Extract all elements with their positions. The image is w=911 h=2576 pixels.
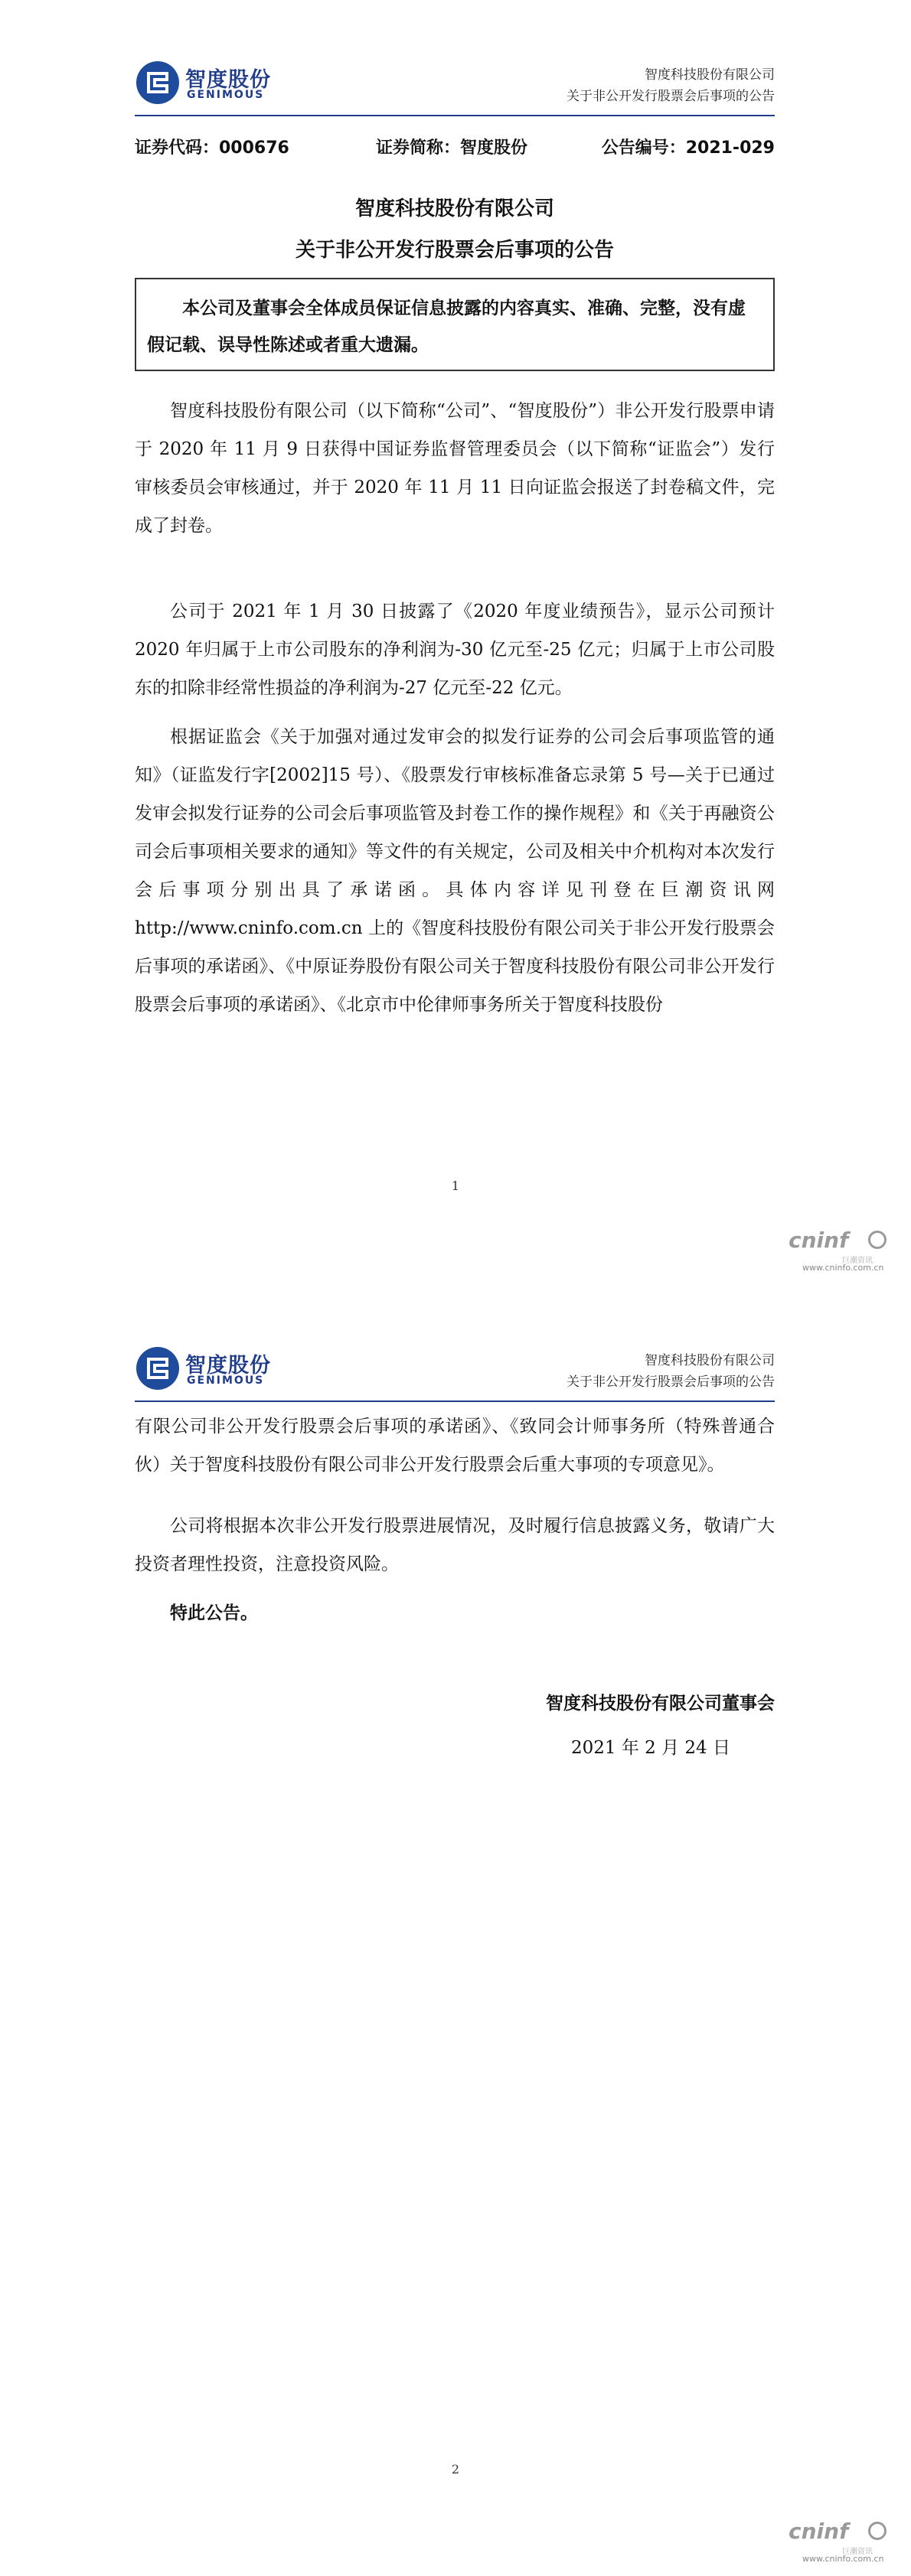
stock-code: 证券代码：000676 [135,139,289,158]
company-logo [136,61,289,106]
paragraph-3 [135,718,775,1024]
notice-number: 公告编号：2021-029 [601,139,775,158]
document-page-2 [0,1288,911,2576]
logo-mark-icon [136,61,179,104]
logo-mark-icon [136,1347,179,1390]
header-company: 智度科技股份有限公司 [645,67,775,83]
signature-date: 2021 年 2 月 24 日 [571,1738,730,1758]
header-right [567,64,775,107]
logo-en-text: GENIMOUS [187,1374,265,1387]
company-logo [136,1347,289,1391]
paragraph-4-text: 公司将根据本次非公开发行股票进展情况，及时履行信息披露义务，敬请广大投资者理性投资，注意投资风险。 [135,1516,775,1574]
page-number-2: 2 [451,2462,460,2477]
disclosure-notice-box [135,278,775,371]
page-header [135,1345,775,1402]
paragraph-3-text: 根据证监会《关于加强对通过发审会的拟发行证券的公司会后事项监管的通知》（证监发行字[2002]15 号）、《股票发行审核标准备忘录第 5 号—关于已通过发审会拟发行证券的公司会后事项监管及封卷工作的操作规程》和《关于再融资公司会后事项相关要求的通知》等文件的有关规定，公司及相关中介机构对本次发行会后事项分别出具了承诺函。具体内容详见刊登在巨潮资讯网 http://www.cninfo.com.cn 上的《智度科技股份有限公司关于非公开发行股票会后事项的承诺函》、《中原证券股份有限公司关于智度科技股份有限公司非公开发行股票会后事项的承诺函》、《北京市中伦律师事务所关于智度科技股份 [135,727,775,1015]
header-company: 智度科技股份有限公司 [645,1353,775,1368]
cninfo-watermark [789,1228,896,1273]
disclosure-notice-text: 本公司及董事会全体成员保证信息披露的内容真实、准确、完整，没有虚假记载、误导性陈述或者重大遗漏。 [147,298,746,355]
paragraph-2-text: 公司于 2021 年 1 月 30 日披露了《2020 年度业绩预告》，显示公司预计 2020 年归属于上市公司股东的净利润为-30 亿元至-25 亿元；归属于上市公司股东的扣除非经常性损益的净利润为-27 亿元至-22 亿元。 [135,602,775,698]
watermark-swirl-icon [868,1231,887,1249]
page-header [135,60,775,116]
paragraph-continued [135,1407,775,1484]
title-company: 智度科技股份有限公司 [354,197,554,220]
page-number-1: 1 [451,1179,460,1193]
paragraph-1-text: 智度科技股份有限公司（以下简称“公司”、“智度股份”）非公开发行股票申请于 2020 年 11 月 9 日获得中国证券监督管理委员会（以下简称“证监会”）发行审核委员会审核通过，并于 2020 年 11 月 11 日向证监会报送了封卷稿文件，完成了封卷。 [135,401,775,536]
signature: 智度科技股份有限公司董事会 [546,1694,775,1714]
watermark-cn: 巨潮资讯 [842,2548,873,2556]
header-doc-title: 关于非公开发行股票会后事项的公告 [567,89,775,104]
watermark-brand: cninf [789,1228,849,1253]
logo-en-text: GENIMOUS [187,89,265,101]
paragraph-4 [135,1507,775,1583]
paragraph-1 [135,392,775,545]
watermark-cn: 巨潮资讯 [842,1257,873,1265]
stock-short-name: 证券简称：智度股份 [376,139,528,158]
header-right [567,1350,775,1393]
paragraph-continued-text: 有限公司非公开发行股票会后事项的承诺函》、《致同会计师事务所（特殊普通合伙）关于智度科技股份有限公司非公开发行股票会后重大事项的专项意见》。 [135,1417,775,1475]
page-title: 关于非公开发行股票会后事项的公告 [295,239,614,262]
watermark-url: www.cninfo.com.cn [802,1263,884,1273]
watermark-swirl-icon [868,2522,887,2540]
logo-cn-text: 智度股份 [185,68,271,92]
cninfo-watermark [789,2519,896,2564]
header-doc-title: 关于非公开发行股票会后事项的公告 [567,1374,775,1390]
watermark-url: www.cninfo.com.cn [802,2554,884,2564]
closing-line-text: 特此公告。 [170,1603,258,1623]
paragraph-2 [135,592,775,707]
meta-line [135,135,775,158]
watermark-brand: cninf [789,2519,849,2544]
logo-cn-text: 智度股份 [185,1354,271,1378]
closing-line [135,1594,775,1632]
